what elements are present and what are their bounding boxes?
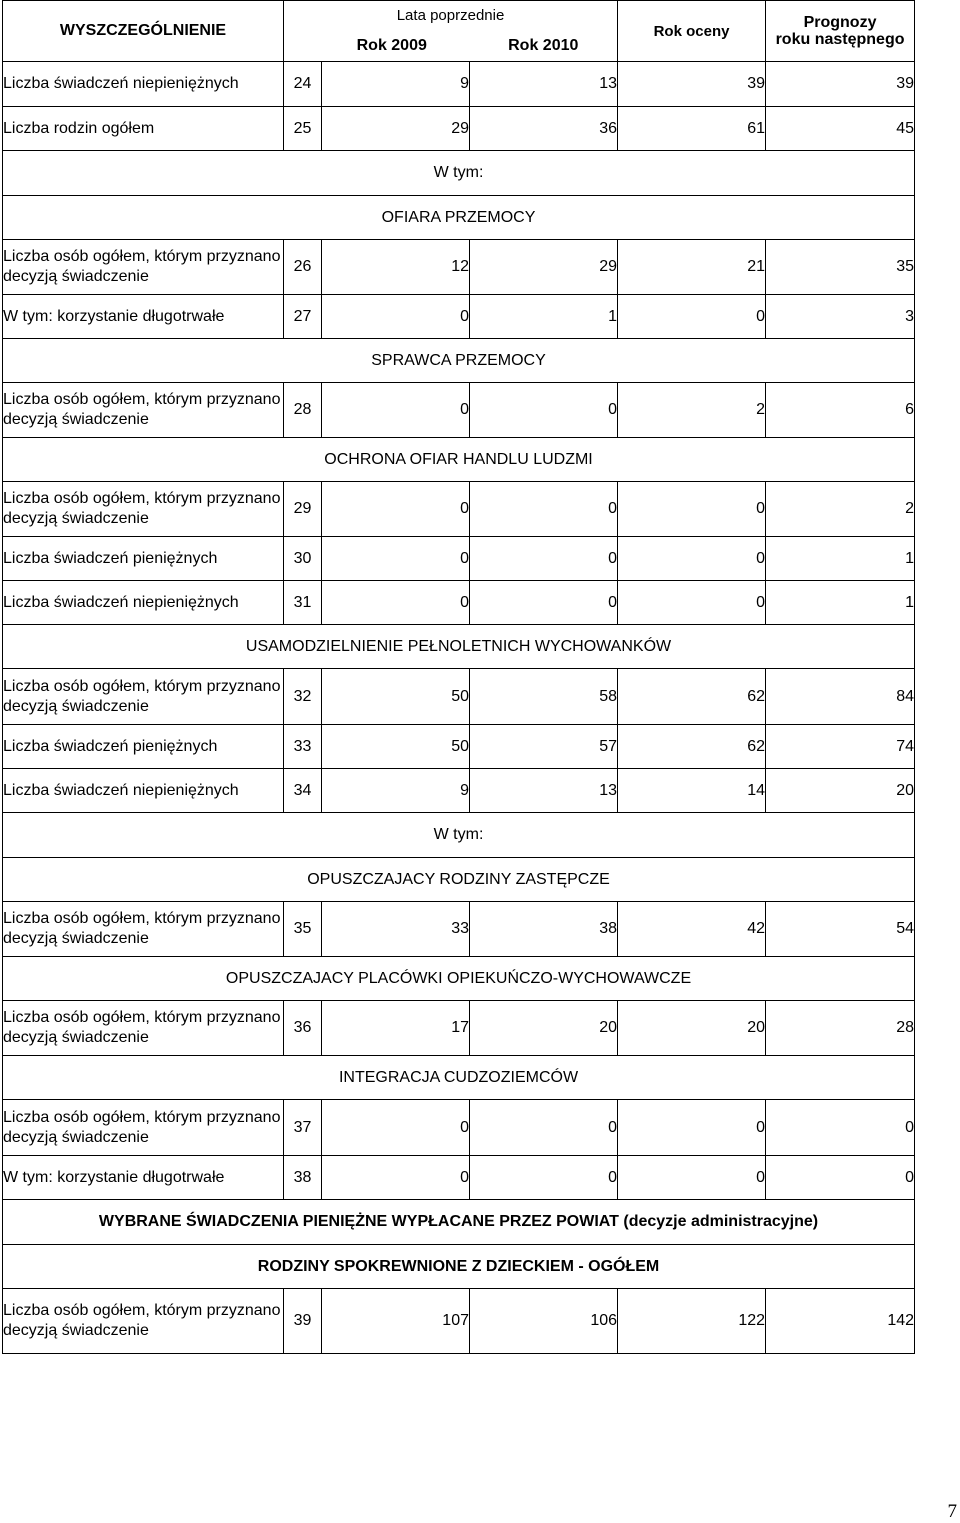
value-forecast: 142: [766, 1289, 915, 1354]
value-forecast: 28: [766, 1001, 915, 1056]
row-label: W tym: korzystanie długotrwałe: [3, 295, 284, 339]
value-assessment-year: 42: [618, 902, 766, 957]
value-2009: 0: [322, 1100, 470, 1156]
section-row: [3, 196, 915, 240]
value-assessment-year: 0: [618, 581, 766, 625]
row-label: Liczba osób ogółem, którym przyznano decyzją świadczenie: [3, 669, 284, 725]
value-forecast: 1: [766, 537, 915, 581]
header-forecast-line2: roku następnego: [775, 31, 905, 48]
value-2010: 106: [470, 1289, 618, 1354]
section-row: [3, 813, 915, 858]
section-row: [3, 151, 915, 196]
header-previous-years: Lata poprzednie: [284, 1, 618, 31]
value-forecast: 20: [766, 769, 915, 813]
value-2010: 20: [470, 1001, 618, 1056]
row-number: 36: [284, 1001, 322, 1056]
value-2010: 38: [470, 902, 618, 957]
value-assessment-year: 0: [618, 537, 766, 581]
header-description: WYSZCZEGÓLNIENIE: [3, 1, 284, 62]
value-assessment-year: 62: [618, 725, 766, 769]
table-row: [3, 769, 915, 813]
value-2010: 0: [470, 581, 618, 625]
value-forecast: 45: [766, 107, 915, 151]
table-row: [3, 240, 915, 295]
value-2009: 12: [322, 240, 470, 295]
value-assessment-year: 21: [618, 240, 766, 295]
section-row: [3, 625, 915, 669]
header-row-1: [3, 1, 915, 31]
section-heading: W tym:: [3, 813, 915, 858]
value-2010: 57: [470, 725, 618, 769]
row-label: Liczba osób ogółem, którym przyznano decyzją świadczenie: [3, 1289, 284, 1354]
section-heading: OPUSZCZAJACY RODZINY ZASTĘPCZE: [3, 858, 915, 902]
table-row: [3, 902, 915, 957]
value-2009: 50: [322, 669, 470, 725]
section-heading: USAMODZIELNIENIE PEŁNOLETNICH WYCHOWANKÓW: [3, 625, 915, 669]
value-2010: 0: [470, 1100, 618, 1156]
row-label: Liczba rodzin ogółem: [3, 107, 284, 151]
value-assessment-year: 20: [618, 1001, 766, 1056]
value-2010: 29: [470, 240, 618, 295]
row-number: 35: [284, 902, 322, 957]
statistics-table: [2, 0, 915, 1354]
section-heading: INTEGRACJA CUDZOZIEMCÓW: [3, 1056, 915, 1100]
section-row: [3, 339, 915, 383]
header-year-2009: Rok 2009: [284, 31, 470, 62]
value-2010: 58: [470, 669, 618, 725]
value-2009: 17: [322, 1001, 470, 1056]
value-forecast: 35: [766, 240, 915, 295]
value-forecast: 84: [766, 669, 915, 725]
row-label: Liczba świadczeń pieniężnych: [3, 725, 284, 769]
section-heading: RODZINY SPOKREWNIONE Z DZIECKIEM - OGÓŁEM: [3, 1245, 915, 1289]
section-row: [3, 1056, 915, 1100]
row-label: Liczba osób ogółem, którym przyznano decyzją świadczenie: [3, 1100, 284, 1156]
table-row: [3, 581, 915, 625]
section-row: [3, 957, 915, 1001]
table-row: [3, 62, 915, 107]
row-number: 33: [284, 725, 322, 769]
table-row: [3, 295, 915, 339]
value-2010: 13: [470, 62, 618, 107]
row-number: 24: [284, 62, 322, 107]
value-assessment-year: 0: [618, 482, 766, 537]
section-heading: OPUSZCZAJACY PLACÓWKI OPIEKUŃCZO-WYCHOWAWCZE: [3, 957, 915, 1001]
section-heading: W tym:: [3, 151, 915, 196]
section-heading: OCHRONA OFIAR HANDLU LUDZMI: [3, 438, 915, 482]
table-row: [3, 1001, 915, 1056]
table-row: [3, 482, 915, 537]
value-forecast: 6: [766, 383, 915, 438]
value-2009: 107: [322, 1289, 470, 1354]
table-row: [3, 1289, 915, 1354]
value-forecast: 3: [766, 295, 915, 339]
value-2009: 0: [322, 537, 470, 581]
table-row: [3, 383, 915, 438]
value-2010: 13: [470, 769, 618, 813]
row-number: 34: [284, 769, 322, 813]
value-assessment-year: 39: [618, 62, 766, 107]
value-2010: 0: [470, 1156, 618, 1200]
page-number: 7: [947, 1501, 957, 1522]
value-forecast: 54: [766, 902, 915, 957]
value-forecast: 1: [766, 581, 915, 625]
row-number: 39: [284, 1289, 322, 1354]
value-2009: 0: [322, 383, 470, 438]
value-forecast: 0: [766, 1100, 915, 1156]
row-label: Liczba świadczeń niepieniężnych: [3, 581, 284, 625]
section-row: [3, 438, 915, 482]
value-2009: 9: [322, 769, 470, 813]
value-2009: 0: [322, 581, 470, 625]
value-2010: 36: [470, 107, 618, 151]
row-label: Liczba osób ogółem, którym przyznano decyzją świadczenie: [3, 902, 284, 957]
row-label: Liczba osób ogółem, którym przyznano decyzją świadczenie: [3, 1001, 284, 1056]
value-2010: 1: [470, 295, 618, 339]
section-row: [3, 858, 915, 902]
header-forecast: [766, 1, 915, 62]
row-label: W tym: korzystanie długotrwałe: [3, 1156, 284, 1200]
table-row: [3, 725, 915, 769]
section-heading: SPRAWCA PRZEMOCY: [3, 339, 915, 383]
value-assessment-year: 14: [618, 769, 766, 813]
table-row: [3, 1156, 915, 1200]
section-row: [3, 1245, 915, 1289]
row-label: Liczba świadczeń niepieniężnych: [3, 769, 284, 813]
header-forecast-line1: Prognozy: [803, 14, 877, 31]
value-assessment-year: 0: [618, 1100, 766, 1156]
row-label: Liczba świadczeń niepieniężnych: [3, 62, 284, 107]
table-row: [3, 669, 915, 725]
row-label: Liczba osób ogółem, którym przyznano decyzją świadczenie: [3, 240, 284, 295]
table-body: [3, 1, 915, 1354]
value-forecast: 39: [766, 62, 915, 107]
row-number: 27: [284, 295, 322, 339]
row-number: 31: [284, 581, 322, 625]
value-assessment-year: 122: [618, 1289, 766, 1354]
row-number: 38: [284, 1156, 322, 1200]
table-row: [3, 537, 915, 581]
value-2009: 33: [322, 902, 470, 957]
value-assessment-year: 61: [618, 107, 766, 151]
value-assessment-year: 2: [618, 383, 766, 438]
value-forecast: 74: [766, 725, 915, 769]
header-year-2010: Rok 2010: [470, 31, 618, 62]
section-row: [3, 1200, 915, 1245]
row-label: Liczba osób ogółem, którym przyznano decyzją świadczenie: [3, 383, 284, 438]
value-2009: 29: [322, 107, 470, 151]
value-2009: 9: [322, 62, 470, 107]
value-2009: 50: [322, 725, 470, 769]
table-row: [3, 107, 915, 151]
value-2009: 0: [322, 295, 470, 339]
value-2010: 0: [470, 537, 618, 581]
row-label: Liczba świadczeń pieniężnych: [3, 537, 284, 581]
value-2009: 0: [322, 482, 470, 537]
row-number: 30: [284, 537, 322, 581]
value-assessment-year: 0: [618, 1156, 766, 1200]
row-number: 29: [284, 482, 322, 537]
value-forecast: 2: [766, 482, 915, 537]
value-2009: 0: [322, 1156, 470, 1200]
row-number: 37: [284, 1100, 322, 1156]
row-number: 26: [284, 240, 322, 295]
header-assessment-year: Rok oceny: [618, 1, 766, 62]
section-heading: OFIARA PRZEMOCY: [3, 196, 915, 240]
value-assessment-year: 0: [618, 295, 766, 339]
row-label: Liczba osób ogółem, którym przyznano decyzją świadczenie: [3, 482, 284, 537]
value-forecast: 0: [766, 1156, 915, 1200]
table-row: [3, 1100, 915, 1156]
row-number: 28: [284, 383, 322, 438]
row-number: 25: [284, 107, 322, 151]
value-assessment-year: 62: [618, 669, 766, 725]
row-number: 32: [284, 669, 322, 725]
value-2010: 0: [470, 383, 618, 438]
value-2010: 0: [470, 482, 618, 537]
section-heading: WYBRANE ŚWIADCZENIA PIENIĘŻNE WYPŁACANE PRZEZ POWIAT (decyzje administracyjne): [3, 1200, 915, 1245]
